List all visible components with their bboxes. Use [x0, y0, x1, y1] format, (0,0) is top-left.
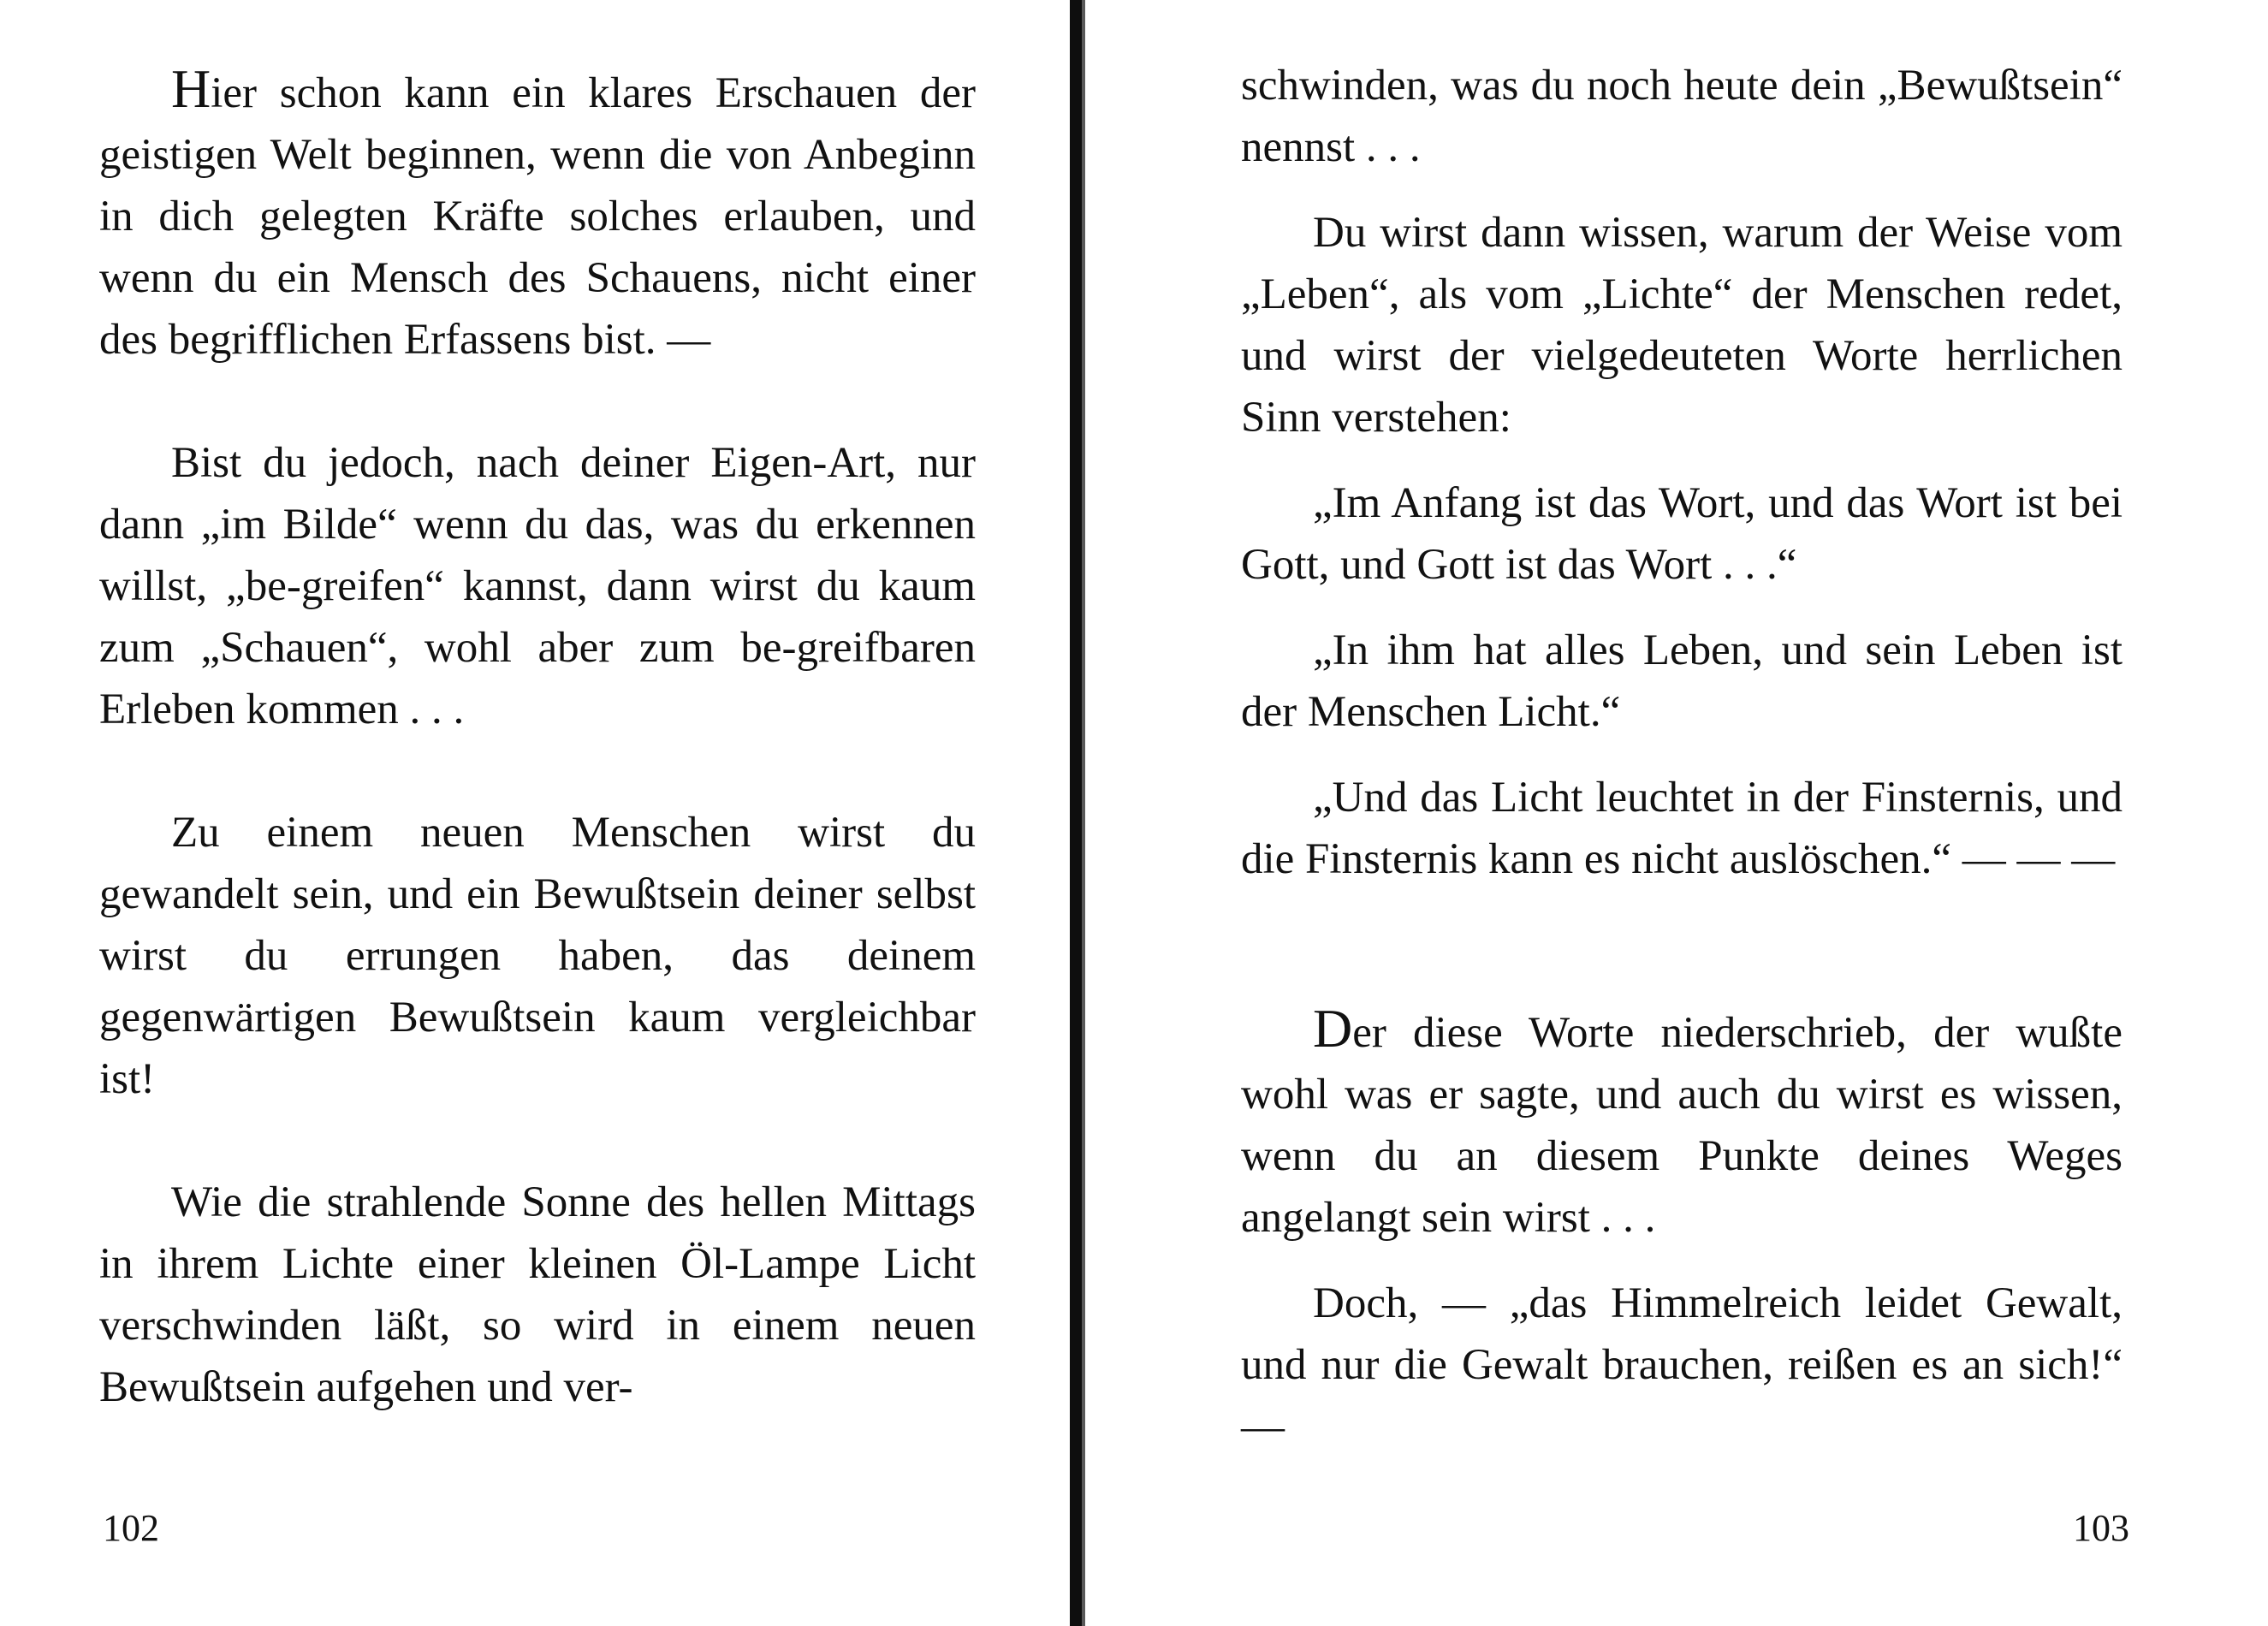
- paragraph: Bist du jedoch, nach deiner Eigen-Art, nur dann „im Bilde“ wenn du das, was du erkennen willst, „be-greifen“ kannst, dann wirst du kaum zum „Schauen“, wohl aber zum be-greifbaren Erleben kommen . . .: [99, 439, 976, 733]
- left-page-text: [99, 58, 976, 1418]
- drop-cap: D: [1313, 998, 1353, 1059]
- paragraph: Doch, — „das Himmelreich leidet Gewalt, und nur die Gewalt brauchen, reißen es an sich!“ —: [1241, 1279, 2123, 1451]
- book-gutter: [1070, 0, 1082, 1626]
- paragraph-text: ier schon kann ein klares Erschauen der geistigen Welt beginnen, wenn die von Anbeginn in dich gelegten Kräfte solches erlauben, und wenn du ein Mensch des Schauens, nicht einer des begrifflichen Erfassens bist. —: [99, 69, 976, 364]
- paragraph: Zu einem neuen Menschen wirst du gewandelt sein, und ein Bewußtsein deiner selbst wirst du errungen haben, das deinem gegenwärtigen Bewußtsein kaum vergleichbar ist!: [99, 809, 976, 1103]
- paragraph: Du wirst dann wissen, warum der Weise vom „Leben“, als vom „Lichte“ der Menschen redet, und wirst der vielgedeuteten Worte herrlichen Sinn verstehen:: [1241, 209, 2123, 442]
- drop-cap: H: [171, 58, 211, 119]
- paragraph-text: er diese Worte niederschrieb, der wußte wohl was er sagte, und auch du wirst es wissen, wenn du an diesem Punkte deines Weges angelangt sein wirst . . .: [1241, 1009, 2123, 1242]
- right-page-text: [1241, 55, 2123, 1457]
- page-number-left: 102: [103, 1507, 159, 1549]
- paragraph: [1241, 998, 2123, 1249]
- page-number-right: 103: [2073, 1507, 2129, 1549]
- paragraph: [99, 58, 976, 371]
- paragraph: „Und das Licht leuchtet in der Finsternis, und die Finsternis kann es nicht auslöschen.“ — — —: [1241, 774, 2123, 883]
- paragraph: „In ihm hat alles Leben, und sein Leben ist der Menschen Licht.“: [1241, 626, 2123, 736]
- right-page: [1113, 0, 2268, 1626]
- paragraph: Wie die strahlende Sonne des hellen Mittags in ihrem Lichte einer kleinen Öl-Lampe Licht verschwinden läßt, so wird in einem neuen Bewußtsein aufgehen und ver-: [99, 1178, 976, 1411]
- paragraph: schwinden, was du noch heute dein „Bewußtsein“ nennst . . .: [1241, 62, 2123, 171]
- book-gutter-edge: [1082, 0, 1085, 1626]
- left-page: [0, 0, 1061, 1626]
- paragraph: „Im Anfang ist das Wort, und das Wort ist bei Gott, und Gott ist das Wort . . .“: [1241, 479, 2123, 589]
